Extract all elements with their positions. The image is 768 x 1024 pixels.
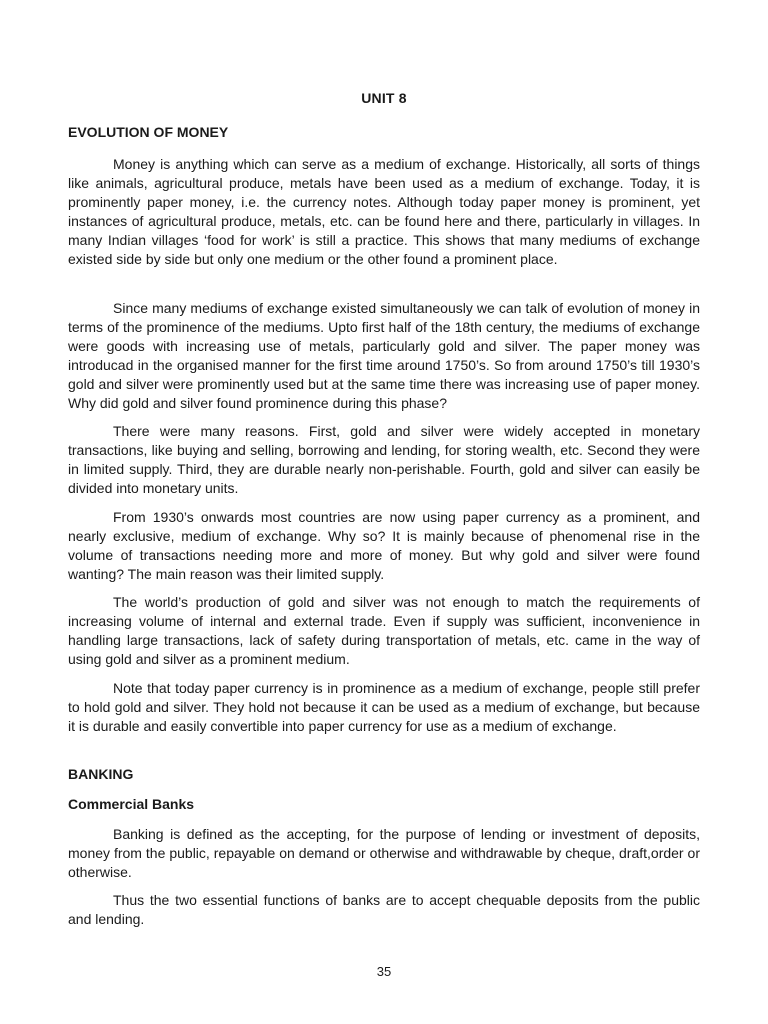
subsection-heading-commercial-banks: Commercial Banks xyxy=(68,796,195,812)
paragraph-3: There were many reasons. First, gold and silver were widely accepted in monetary transactions, like buying and selling, borrowing and lending, for storing wealth, etc. Second they were in limited supply. Third, they are durable nearly non-perishable. Fourth, gold and silver can easily be divided into monetary units. xyxy=(68,423,700,496)
paragraph-8: Thus the two essential functions of banks are to accept chequable deposits from the public and lending. xyxy=(68,892,700,927)
unit-title: UNIT 8 xyxy=(361,90,407,106)
paragraph-4: From 1930’s onwards most countries are now using paper currency as a prominent, and nearly exclusive, medium of exchange. Why so? It is mainly because of phenomenal rise in the volume of transactions needing more and more of money. But why gold and silver were found wanting? The main reason was their limited supply. xyxy=(68,509,700,582)
section-heading-banking: BANKING xyxy=(68,766,134,782)
paragraph-7: Banking is defined as the accepting, for the purpose of lending or investment of deposits, money from the public, repayable on demand or otherwise and withdrawable by cheque, draft,order or otherwise. xyxy=(68,826,700,880)
paragraph-6: Note that today paper currency is in prominence as a medium of exchange, people still prefer to hold gold and silver. They hold not because it can be used as a medium of exchange, but because it is durable and easily convertible into paper currency for use as a medium of exchange. xyxy=(68,680,700,734)
paragraph-2: Since many mediums of exchange existed simultaneously we can talk of evolution of money in terms of the prominence of the mediums. Upto first half of the 18th century, the mediums of exchange were goods with increasing use of metals, particularly gold and silver. The paper money was introducad in the organised manner for the first time around 1750’s. So from around 1750’s till 1930’s gold and silver were prominently used but at the same time there was increasing use of paper money. Why did gold and silver found prominence during this phase? xyxy=(68,300,700,411)
section-heading-evolution-of-money: EVOLUTION OF MONEY xyxy=(68,124,229,140)
paragraph-1: Money is anything which can serve as a medium of exchange. Historically, all sorts of things like animals, agricultural produce, metals have been used as a medium of exchange. Today, it is prominently paper money, i.e. the currency notes. Although today paper money is prominent, yet instances of agricultural produce, metals, etc. can be found here and there, particularly in villages. In many Indian villages ‘food for work’ is still a practice. This shows that many mediums of exchange existed side by side but only one medium or the other found a prominent place. xyxy=(68,156,700,267)
page-number: 35 xyxy=(376,964,392,979)
paragraph-5: The world’s production of gold and silver was not enough to match the requirements of increasing volume of internal and external trade. Even if supply was sufficient, inconvenience in handling large transactions, lack of safety during transportation of metals, etc. came in the way of using gold and silver as a prominent medium. xyxy=(68,594,700,667)
